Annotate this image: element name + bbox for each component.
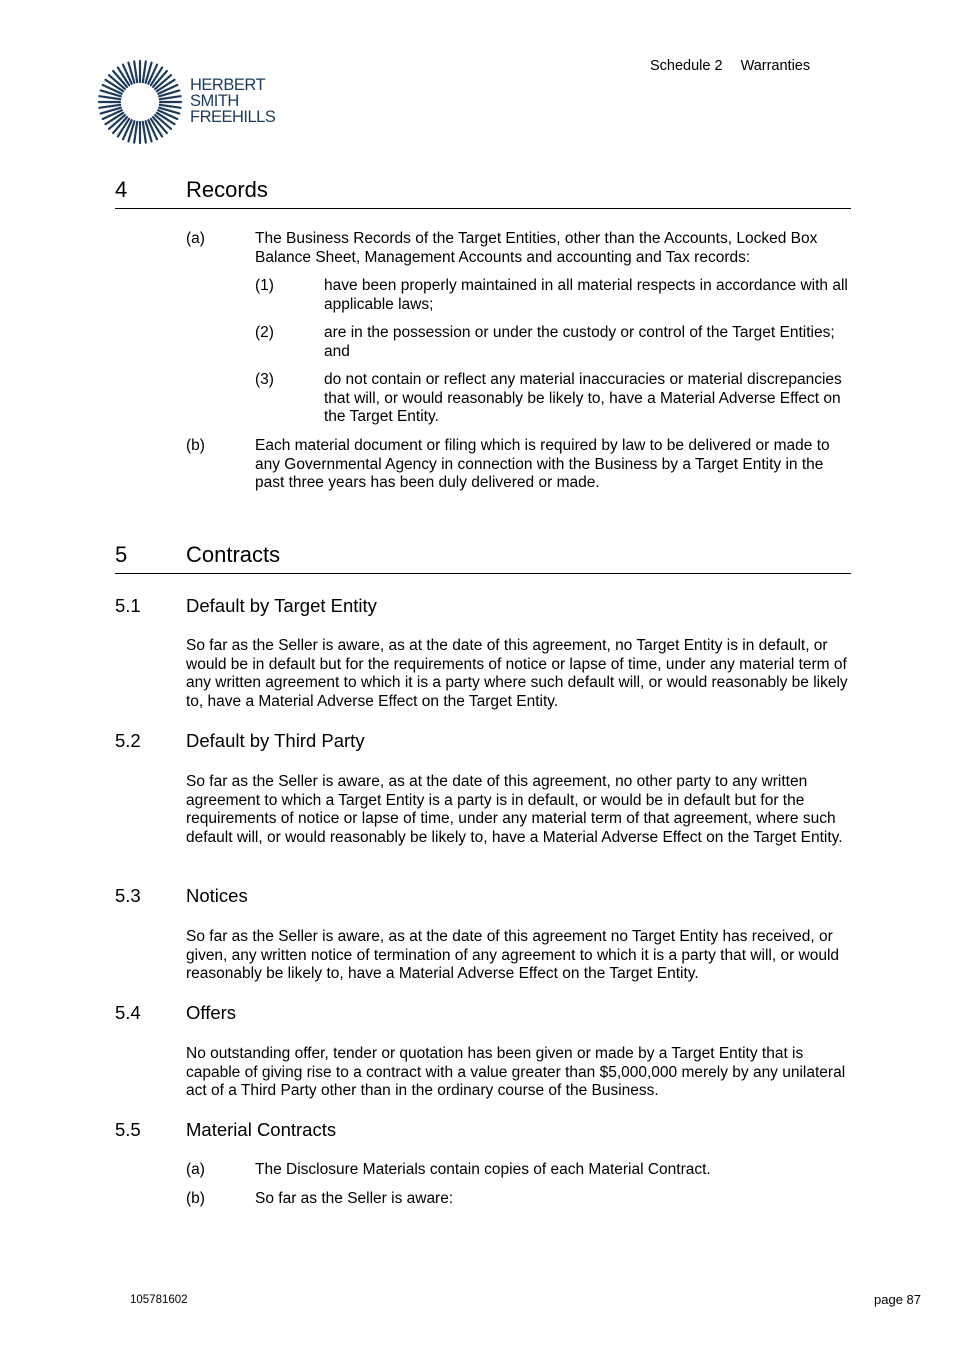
section-number: 4 bbox=[115, 177, 128, 202]
subsection-number: 5.2 bbox=[115, 730, 141, 751]
clause-text: are in the possession or under the custody or control of the Target Entities; and bbox=[324, 324, 835, 360]
subsection-5-2-text: So far as the Seller is aware, as at the date of this agreement, no other party to any written agreement to which a Target Entity is a party is in default, or would be in default but for the requirements of notice or lapse of time, under any material term of that agreement, where such default will, or would reasonably be likely to, have a Material Adverse Effect on the Target Entity. bbox=[186, 773, 843, 846]
logo-wordmark bbox=[190, 77, 275, 125]
subsection-title: Material Contracts bbox=[186, 1119, 337, 1140]
clause-label: (2) bbox=[255, 324, 274, 341]
logo-line: SMITH bbox=[190, 92, 239, 110]
logo-line: HERBERT bbox=[190, 76, 266, 94]
logo-line: FREEHILLS bbox=[190, 108, 276, 126]
logo-ray bbox=[134, 61, 137, 82]
clause-label: (a) bbox=[186, 1161, 205, 1178]
clause-label: (b) bbox=[186, 1190, 205, 1207]
subsection-number: 5.5 bbox=[115, 1119, 141, 1140]
section-title: Records bbox=[186, 177, 268, 202]
clause-text: have been properly maintained in all material respects in accordance with all applicable laws; bbox=[324, 277, 848, 313]
subsection-title: Offers bbox=[186, 1002, 237, 1023]
logo-ray bbox=[160, 96, 181, 99]
page-number: page 87 bbox=[874, 1292, 921, 1307]
subsection-number: 5.3 bbox=[115, 885, 141, 906]
clause-label: (3) bbox=[255, 371, 274, 388]
clause-text: The Disclosure Materials contain copies of each Material Contract. bbox=[255, 1161, 711, 1178]
subsection-5-1-text: So far as the Seller is aware, as at the date of this agreement, no Target Entity is in default, or would be in default but for the requirements of notice or lapse of time, under any material term of any written agreement to which it is a party where such default will, or would reasonably be likely to, have a Material Adverse Effect on the Target Entity. bbox=[186, 637, 848, 710]
subsection-title: Default by Third Party bbox=[186, 730, 365, 751]
clause-label: (1) bbox=[255, 277, 274, 294]
sunburst-logo-icon bbox=[97, 59, 183, 145]
logo-ray bbox=[99, 96, 120, 99]
running-header bbox=[650, 58, 810, 74]
section-title: Contracts bbox=[186, 542, 281, 567]
clause-label: (b) bbox=[186, 437, 205, 454]
subsection-number: 5.4 bbox=[115, 1002, 141, 1023]
clause-text: do not contain or reflect any material inaccuracies or material discrepancies that will, or would reasonably be likely to, have a Material Adverse Effect on the Target Entity. bbox=[324, 371, 842, 425]
clause-text: Each material document or filing which is required by law to be delivered or made to any Governmental Agency in connection with the Business by a Target Entity in the past three years has been duly delivered or made. bbox=[255, 437, 830, 491]
section-4-heading bbox=[115, 175, 851, 209]
logo-ray bbox=[99, 105, 120, 108]
schedule-title: Warranties bbox=[740, 58, 811, 74]
section-number: 5 bbox=[115, 542, 128, 567]
clause-text: The Business Records of the Target Entities, other than the Accounts, Locked Box Balance Sheet, Management Accounts and accounting and Tax records: bbox=[255, 230, 818, 266]
subsection-5-3-text: So far as the Seller is aware, as at the date of this agreement no Target Entity has received, or given, any written notice of termination of any agreement to which it is a party that will, or would reasonably be likely to, have a Material Adverse Effect on the Target Entity. bbox=[186, 928, 840, 982]
logo-ray bbox=[160, 105, 181, 108]
subsection-title: Default by Target Entity bbox=[186, 595, 377, 616]
firm-logo bbox=[97, 59, 277, 145]
subsection-number: 5.1 bbox=[115, 595, 141, 616]
clause-label: (a) bbox=[186, 230, 205, 247]
subsection-title: Notices bbox=[186, 885, 248, 906]
logo-ray bbox=[134, 122, 137, 143]
logo-ray bbox=[143, 122, 146, 143]
logo-ray bbox=[143, 61, 146, 82]
section-5-heading bbox=[115, 540, 851, 574]
document-id: 105781602 bbox=[130, 1294, 188, 1306]
schedule-number: Schedule 2 bbox=[650, 58, 723, 74]
clause-text: So far as the Seller is aware: bbox=[255, 1190, 454, 1207]
subsection-5-4-text: No outstanding offer, tender or quotation has been given or made by a Target Entity that is capable of giving rise to a contract with a value greater than $5,000,000 merely by any unilateral act of a Third Party other than in the ordinary course of the Business. bbox=[186, 1045, 846, 1099]
